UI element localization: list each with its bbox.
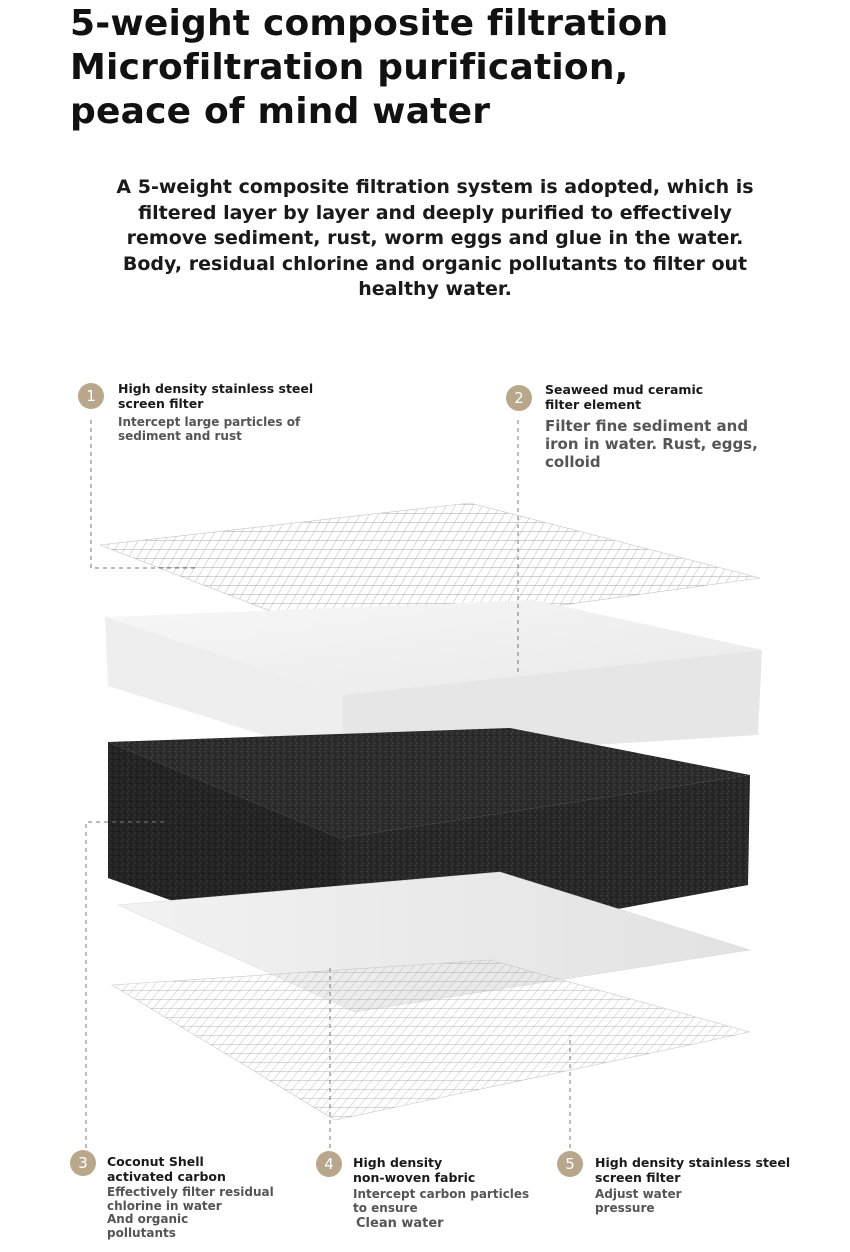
intro-line: A 5-weight composite filtration system is adopted, which is	[116, 176, 754, 198]
callout-desc-line: Intercept large particles of	[118, 415, 301, 429]
callout-title	[118, 381, 313, 411]
callout-title-line: non-woven fabric	[353, 1170, 476, 1185]
callout-desc-line: Effectively filter residual	[107, 1185, 274, 1199]
callout-description	[118, 416, 300, 443]
callout-desc-line: to ensure	[353, 1200, 418, 1215]
step-number-badge: 2	[506, 385, 532, 411]
step-number-badge: 5	[557, 1151, 583, 1177]
title-line: Microfiltration purification,	[70, 47, 629, 88]
callout-title-line: Coconut Shell	[107, 1154, 204, 1169]
callout-desc-line: pollutants	[107, 1225, 176, 1240]
callout-title-line: High density	[353, 1155, 443, 1170]
callout-description	[545, 417, 758, 471]
callout-desc-line: Adjust water	[595, 1187, 682, 1201]
intro-line: filtered layer by layer and deeply purified to effectively	[138, 201, 732, 224]
callout-title-line: Seaweed mud ceramic	[545, 382, 704, 397]
callout-title-line: High density stainless steel	[118, 381, 314, 396]
intro-line: remove sediment, rust, worm eggs and glue in the water.	[126, 227, 744, 249]
callout-desc-line: Filter fine sediment and	[545, 417, 749, 435]
callout-title	[107, 1154, 226, 1184]
callout-desc-line: chlorine in water	[107, 1198, 222, 1213]
step-number-badge: 1	[78, 383, 104, 409]
title-line: peace of mind water	[70, 91, 491, 132]
step-number-badge: 4	[316, 1151, 342, 1177]
callout-description	[353, 1188, 529, 1232]
callout-desc-line: iron in water. Rust, eggs,	[545, 435, 758, 453]
callout-title-line: filter element	[545, 397, 642, 412]
step-number-badge: 3	[70, 1150, 96, 1176]
callout-desc-line: Clean water	[356, 1216, 444, 1231]
callout-title-line: High density stainless steel	[595, 1155, 791, 1170]
callout-description	[595, 1188, 682, 1215]
callout-title	[353, 1155, 475, 1185]
callout-desc-line: colloid	[545, 453, 601, 471]
callout-title	[545, 382, 703, 412]
callout-desc-line: sediment and rust	[118, 428, 242, 443]
callout-desc-line: pressure	[595, 1200, 655, 1215]
steel-mesh-layer-bottom	[112, 960, 750, 1120]
callout-desc-line: And organic	[107, 1212, 189, 1226]
callout-desc-line: Intercept carbon particles	[353, 1187, 530, 1201]
callout-title	[595, 1155, 790, 1185]
callout-title-line: screen filter	[118, 396, 204, 411]
intro-line: healthy water.	[358, 278, 512, 300]
callout-description	[107, 1186, 274, 1240]
title-line: 5-weight composite filtration	[70, 3, 669, 44]
callout-title-line: screen filter	[595, 1170, 681, 1185]
callout-title-line: activated carbon	[107, 1169, 226, 1184]
intro-line: Body, residual chlorine and organic pollutants to filter out	[122, 252, 748, 275]
